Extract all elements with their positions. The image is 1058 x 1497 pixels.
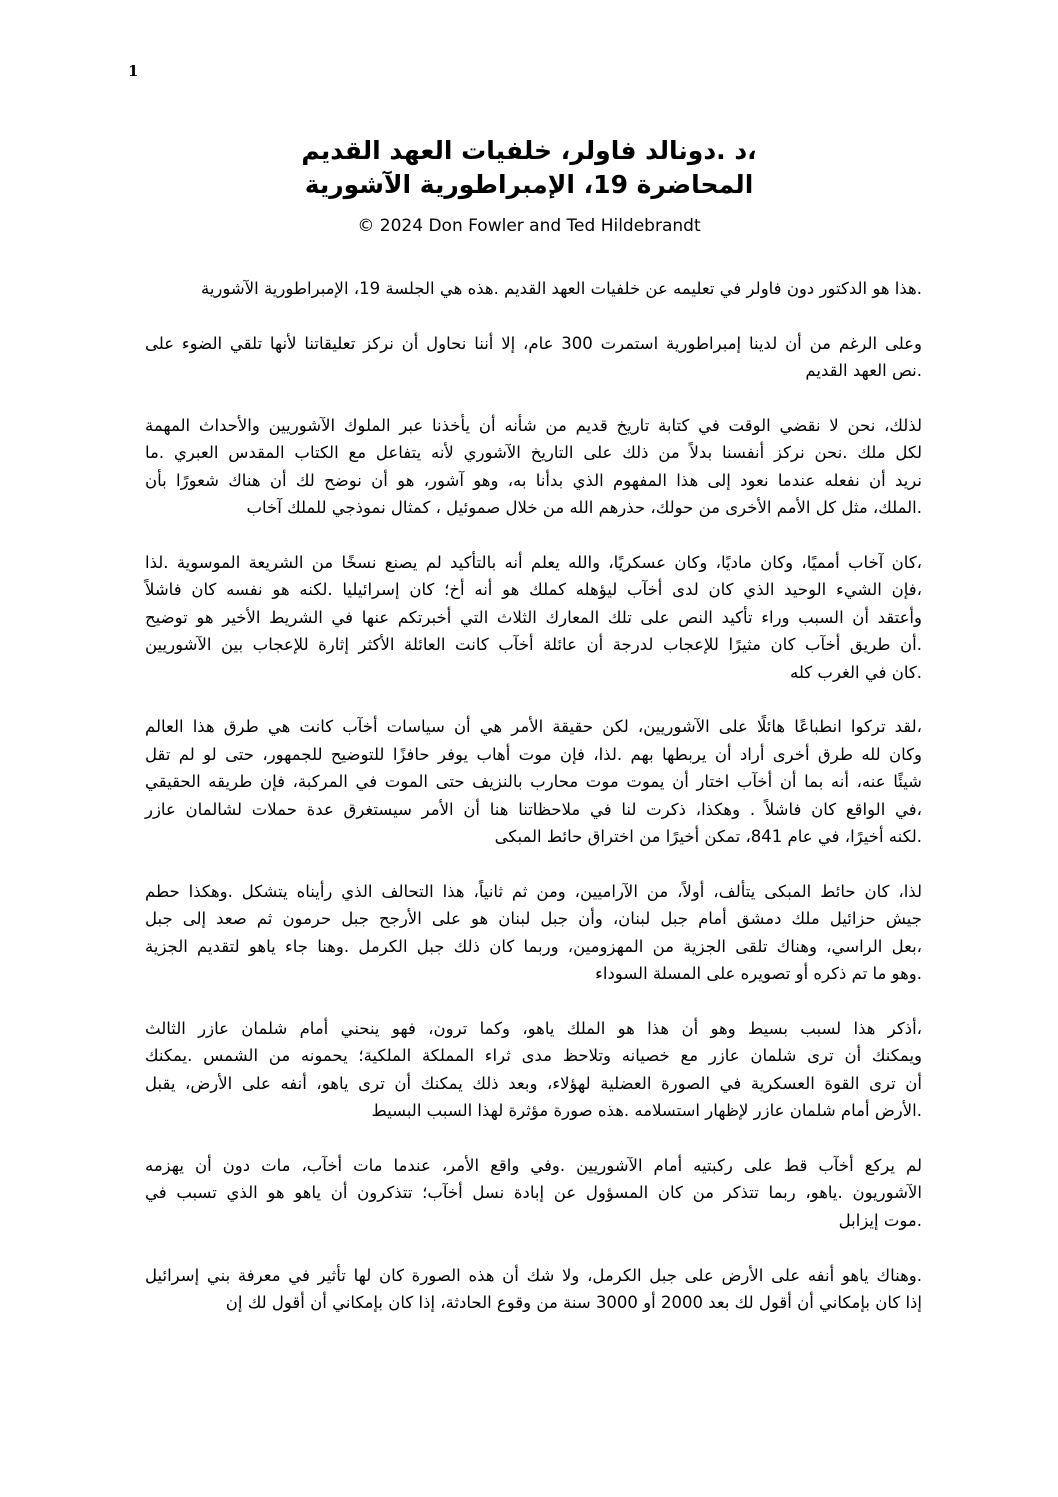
- paragraph: [145, 1152, 922, 1234]
- text-line: ،أذكر هذا لسبب بسيط وهو أن هذا هو الملك ياهو، وكما ترون، فهو ينحني أمام شلمان عازر الثالث: [145, 1018, 922, 1038]
- text-line: لذلك، نحن لا نقضي الوقت في كتابة تاريخ قديم من شأنه أن يأخذنا عبر الملوك الآشوريين والأحداث المهمة: [145, 416, 922, 435]
- text-line: لذا، كان حائط المبكى يتألف، أولاً، من الآراميين، ومن ثم ثانياً، هذا التحالف الذي رأيناه يتشكل .وهكذا حطم: [145, 881, 922, 901]
- paragraph: [145, 549, 922, 686]
- text-line: .لكنه أخيرًا، في عام 841، تمكن أخيرًا من اختراق حائط المبكى: [494, 827, 922, 847]
- document-title: ،د .دونالد فاولر، خلفيات العهد القديم: [301, 136, 757, 165]
- text-line: شيئًا عنه، أنه بما أن أخآب اختار أن يموت موت محارب بالنزيف حتى الموت في المركبة، فإن طريقه الحقيقي: [145, 772, 922, 792]
- text-line: ويمكنك أن ترى شلمان عازر مع خصيانه وتلاحظ مدى ثراء المملكة الملكية؛ يحمونه من الشمس .يمكنك: [145, 1046, 922, 1066]
- text-line: نريد أن نفعله عندما نعود إلى هذا المفهوم الذي بدأنا به، وهو آشور، هو أن نوضح لك أن هناك شعورًا بأن: [145, 470, 922, 490]
- text-line: جيش حزائيل ملك دمشق أمام جبل لبنان، وأن جبل لبنان هو على الأرجح جبل حرمون ثم صعد إلى جبل: [145, 909, 922, 929]
- text-line: وعلى الرغم من أن لدينا إمبراطورية استمرت 300 عام، إلا أننا نحاول أن نركز تعليقاتنا لأنها تلقي الضوء على: [145, 333, 922, 353]
- document-body: [145, 275, 922, 1344]
- text-line: .هذا هو الدكتور دون فاولر في تعليمه عن خلفيات العهد القديم .هذه هي الجلسة 19، الإمبراطورية الآشورية: [200, 279, 922, 298]
- text-line: ،كان آخاب أمميًا، وكان ماديًا، وكان عسكريًا، والله يعلم أنه بالتأكيد لم يصنع نسخًا من الشريعة الموسوية .لذا: [145, 553, 922, 573]
- paragraph: [145, 1015, 922, 1125]
- page-number: 1: [128, 62, 139, 80]
- text-line: ،بعل الراسي، وهناك تلقى الجزية من المهزومين، وربما كان ذلك جبل الكرمل .وهنا جاء ياهو لتقديم الجزية: [145, 936, 922, 956]
- text-line: الآشوريون .ياهو، ربما تتذكر من كان المسؤول عن إبادة نسل أخآب؛ تتذكرون أن ياهو هو الذي تسبب في: [145, 1183, 922, 1203]
- text-line: .كان في الغرب كله: [790, 662, 922, 682]
- paragraph: [145, 275, 922, 302]
- text-line: ،لقد تركوا انطباعًا هائلًا على الآشوريين، لكن حقيقة الأمر هي أن سياسات أخآب كانت هي طرق هذا العالم: [145, 717, 922, 737]
- text-line: .وهناك ياهو أنفه على الأرض على جبل الكرمل، ولا شك أن هذه الصورة كان لها تأثير في معرفة بني إسرائيل: [145, 1265, 922, 1285]
- paragraph: [145, 412, 922, 522]
- text-line: .الأرض أمام شلمان عازر لإظهار استسلامه .هذه صورة مؤثرة لهذا السبب البسيط: [371, 1101, 922, 1121]
- copyright-line: © 2024 Don Fowler and Ted Hildebrandt: [357, 216, 701, 236]
- paragraph: [145, 330, 922, 385]
- text-line: .الملك، مثل كل الأمم الأخرى من حولك، حذرهم الله من خلال صموئيل ، كمثال نموذجي للملك آخاب: [246, 498, 922, 518]
- text-line: .أن طريق أخآب كان مثيرًا للإعجاب لدرجة أن عائلة أخآب كانت العائلة الأكثر إثارة للإعجاب بين الآشوريين: [145, 635, 922, 655]
- text-line: وكان لله طرق أخرى أراد أن يربطها بهم .لذا، فإن موت أهاب يوفر حافزًا للتوضيح للجمهور، حتى لو لم تقل: [145, 744, 922, 764]
- text-line: .وهو ما تم ذكره أو تصويره على المسلة السوداء: [595, 964, 922, 984]
- paragraph: [145, 1262, 922, 1317]
- paragraph: [145, 878, 922, 988]
- lecture-subtitle: المحاضرة 19، الإمبراطورية الآشورية: [304, 170, 754, 199]
- text-line: .نص العهد القديم: [805, 361, 922, 381]
- text-line: وأعتقد أن السبب وراء تأكيد النص على تلك المعارك الثلاث التي أخبرتكم عنها في الشريط الأخير هو توضيح: [145, 607, 922, 627]
- text-line: إذا كان بإمكاني أن أقول لك بعد 2000 أو 3000 سنة من وقوع الحادثة، إذا كان بإمكاني أن أقول لك إن: [225, 1292, 922, 1312]
- text-line: .موت إيزابل: [838, 1210, 922, 1230]
- text-line: ،فإن الشيء الوحيد الذي كان لدى أخآب ليؤهله كملك هو أنه أخ؛ كان إسرائيليا .لكنه هو نفسه كان فاشلاً: [145, 580, 922, 600]
- text-line: لكل ملك .نحن نركز أنفسنا بدلاً من ذلك على التاريخ الآشوري لأنه يتفاعل مع الكتاب المقدس العبري .ما: [145, 443, 922, 463]
- text-line: أن ترى القوة العسكرية في الصورة العضلية لهؤلاء، وبعد ذلك يمكنك أن ترى ياهو، أنفه على الأرض، يقبل: [145, 1073, 922, 1093]
- text-line: ،في الواقع كان فاشلاً . وهكذا، ذكرت لنا في ملاحظاتنا هنا أن الأمر سيستغرق عدة حملات لشالمان عازر: [145, 799, 922, 819]
- text-line: لم يركع أخآب قط على ركبتيه أمام الآشوريين .وفي واقع الأمر، عندما مات أخآب، مات دون أن يهزمه: [145, 1155, 922, 1175]
- paragraph: [145, 713, 922, 850]
